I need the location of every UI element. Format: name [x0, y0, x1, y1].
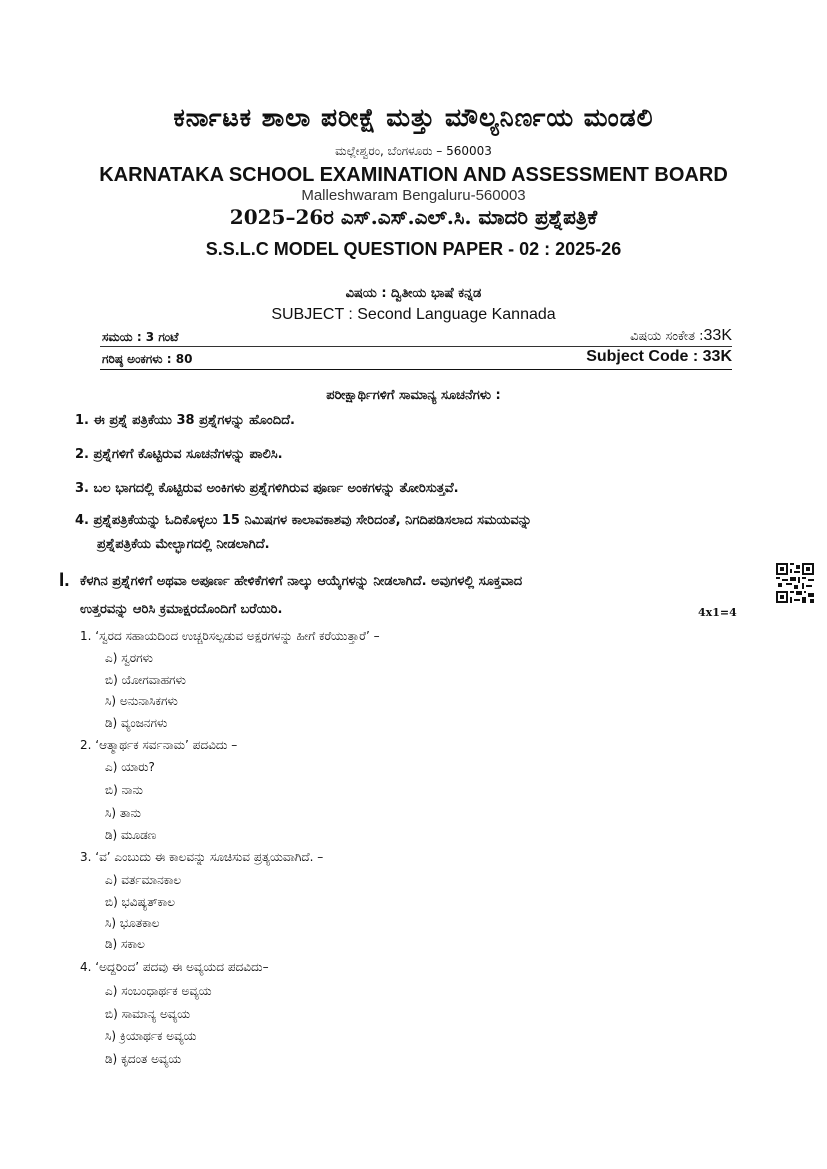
question-option: ಎ) ಸಂಬಂಧಾರ್ಥಕ ಅವ್ಯಯ: [105, 984, 212, 998]
divider-line: [100, 346, 732, 347]
subject-english: SUBJECT : Second Language Kannada: [271, 306, 556, 323]
question-option: ಸಿ) ತಾನು: [105, 806, 141, 820]
subject-code-kannada: [630, 327, 732, 345]
question-option: ಡಿ) ಮೂಡಣ: [105, 828, 157, 842]
board-name-english: KARNATAKA SCHOOL EXAMINATION AND ASSESSMENT BOARD: [99, 164, 728, 186]
instruction-item: 2. ಪ್ರಶ್ನೆಗಳಿಗೆ ಕೊಟ್ಟಿರುವ ಸೂಚನೆಗಳನ್ನು ಪಾಲಿಸಿ.: [75, 447, 283, 462]
subject-code-value: 33K: [703, 327, 732, 344]
question-option: ಬಿ) ಯೋಗವಾಹಗಳು: [105, 673, 186, 687]
instruction-item: 1. ಈ ಪ್ರಶ್ನೆ ಪತ್ರಿಕೆಯು 38 ಪ್ರಶ್ನೆಗಳನ್ನು ಹೊಂದಿದೆ.: [75, 413, 295, 428]
section-instruction: ಕೆಳಗಿನ ಪ್ರಶ್ನೆಗಳಿಗೆ ಅಥವಾ ಅಪೂರ್ಣ ಹೇಳಿಕೆಗಳಿಗೆ ನಾಲ್ಕು ಆಯ್ಕೆಗಳನ್ನು ನೀಡಲಾಗಿದೆ. ಅವುಗಳಲ್ಲಿ ಸೂಕ್ತವಾದ: [80, 574, 523, 589]
question-option: ಡಿ) ವ್ಯಂಜನಗಳು: [105, 716, 168, 730]
subject-code-label: ವಿಷಯ ಸಂಕೇತ :: [630, 329, 704, 344]
question-option: ಎ) ವರ್ತಮಾನಕಾಲ: [105, 873, 182, 887]
question-option: ಎ) ಯಾರು?: [105, 760, 155, 774]
question-text: 2. ‘ಆತ್ಮಾರ್ಥಕ ಸರ್ವನಾಮ’ ಪದವಿದು –: [80, 738, 238, 752]
question-option: ಬಿ) ಭವಿಷ್ಯತ್‌ಕಾಲ: [105, 895, 175, 909]
question-option: ಬಿ) ಸಾಮಾನ್ಯ ಅವ್ಯಯ: [105, 1007, 191, 1021]
max-marks-label: ಗರಿಷ್ಠ ಅಂಕಗಳು : 80: [102, 352, 193, 366]
board-name-kannada: ಕರ್ನಾಟಕ ಶಾಲಾ ಪರೀಕ್ಷೆ ಮತ್ತು ಮೌಲ್ಯನಿರ್ಣಯ ಮಂಡಲಿ: [173, 103, 654, 132]
question-option: ಡಿ) ಕೃದಂತ ಅವ್ಯಯ: [105, 1052, 182, 1066]
question-option: ಡಿ) ಸಕಾಲ: [105, 937, 145, 951]
question-text: 1. ‘ಸ್ವರದ ಸಹಾಯದಿಂದ ಉಚ್ಚರಿಸಲ್ಪಡುವ ಅಕ್ಷರಗಳನ್ನು ಹೀಗೆ ಕರೆಯುತ್ತಾರೆ’ –: [80, 629, 380, 643]
instructions-title: ಪರೀಕ್ಷಾರ್ಥಿಗಳಿಗೆ ಸಾಮಾನ್ಯ ಸೂಚನೆಗಳು :: [326, 388, 501, 403]
section-number: I.: [59, 570, 70, 591]
question-option: ಎ) ಸ್ವರಗಳು: [105, 651, 153, 665]
instruction-item-continued: ಪ್ರಶ್ನೆಪತ್ರಿಕೆಯ ಮೇಲ್ಭಾಗದಲ್ಲಿ ನೀಡಲಾಗಿದೆ.: [97, 537, 270, 552]
board-address-english: Malleshwaram Bengaluru-560003: [301, 187, 526, 204]
divider-line: [100, 369, 732, 370]
section-instruction-continued: ಉತ್ತರವನ್ನು ಆರಿಸಿ ಕ್ರಮಾಕ್ಷರದೊಂದಿಗೆ ಬರೆಯಿರಿ.: [80, 602, 283, 617]
subject-code-english: Subject Code : 33K: [586, 348, 732, 365]
instruction-item: 4. ಪ್ರಶ್ನೆಪತ್ರಿಕೆಯನ್ನು ಓದಿಕೊಳ್ಳಲು 15 ನಿಮಿಷಗಳ ಕಾಲಾವಕಾಶವು ಸೇರಿದಂತೆ, ನಿಗದಿಪಡಿಸಲಾದ ಸಮಯವನ್ನು: [75, 513, 532, 528]
question-option: ಸಿ) ಅನುನಾಸಿಕಗಳು: [105, 694, 178, 708]
question-text: 4. ‘ಅದ್ದರಿಂದ’ ಪದವು ಈ ಅವ್ಯಯದ ಪದವಿದು–: [80, 960, 269, 974]
section-marks: 4x1=4: [698, 606, 737, 619]
question-option: ಸಿ) ಭೂತಕಾಲ: [105, 916, 160, 930]
subject-kannada: ವಿಷಯ : ದ್ವಿತೀಯ ಭಾಷೆ ಕನ್ನಡ: [345, 286, 482, 301]
time-label: ಸಮಯ : 3 ಗಂಟೆ: [102, 330, 179, 344]
question-option: ಬಿ) ನಾನು: [105, 783, 143, 797]
qr-code-icon: [776, 563, 814, 603]
question-option: ಸಿ) ಕ್ರಿಯಾರ್ಥಕ ಅವ್ಯಯ: [105, 1029, 197, 1043]
instruction-item: 3. ಬಲ ಭಾಗದಲ್ಲಿ ಕೊಟ್ಟಿರುವ ಅಂಕಿಗಳು ಪ್ರಶ್ನೆಗಳಿಗಿರುವ ಪೂರ್ಣ ಅಂಕಗಳನ್ನು ತೋರಿಸುತ್ತವೆ.: [75, 481, 459, 496]
board-address-kannada: ಮಲ್ಲೇಶ್ವರಂ, ಬೆಂಗಳೂರು – 560003: [335, 144, 492, 158]
paper-title-kannada: 2025–26ರ ಎಸ್.ಎಸ್.ಎಲ್.ಸಿ. ಮಾದರಿ ಪ್ರಶ್ನೆಪತ್ರಿಕೆ: [229, 205, 598, 229]
question-text: 3. ‘ವ’ ಎಂಬುದು ಈ ಕಾಲವನ್ನು ಸೂಚಿಸುವ ಪ್ರತ್ಯಯವಾಗಿದೆ. –: [80, 850, 324, 864]
paper-title-english: S.S.L.C MODEL QUESTION PAPER - 02 : 2025-26: [205, 239, 622, 259]
